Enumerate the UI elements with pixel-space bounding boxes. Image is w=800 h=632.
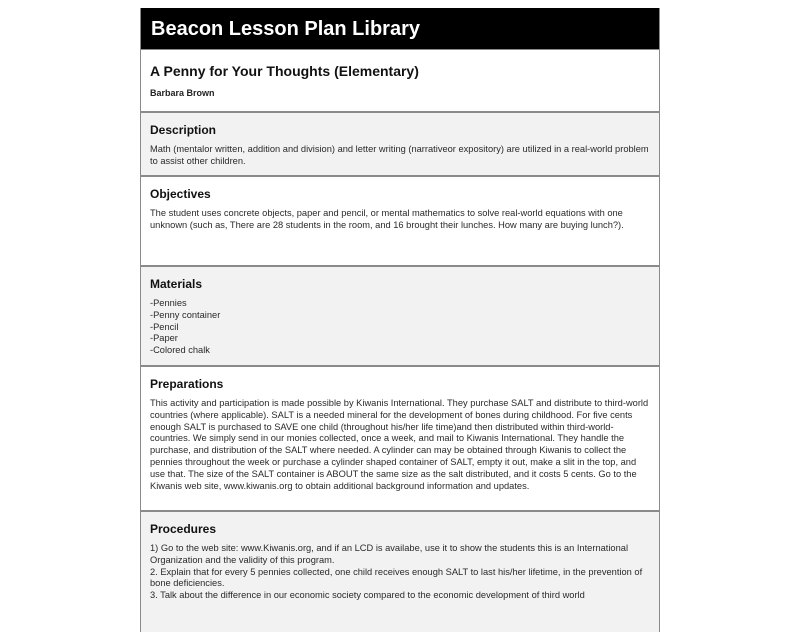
procedure-step: 3. Talk about the difference in our economic society compared to the economic development of third world <box>150 590 585 601</box>
lesson-title-block <box>141 50 659 113</box>
material-item: -Pennies <box>150 298 187 308</box>
site-title: Beacon Lesson Plan Library <box>151 18 420 40</box>
section-materials <box>141 267 659 367</box>
procedure-step: 2. Explain that for every 5 pennies collected, one child receives enough SALT to last his/her lifetime, in the prevention of bone deficiencies. <box>150 566 643 589</box>
materials-list <box>150 298 650 357</box>
section-procedures <box>141 512 659 632</box>
section-preparations <box>141 367 659 512</box>
preparations-heading: Preparations <box>150 377 224 391</box>
procedures-heading: Procedures <box>150 522 217 536</box>
lesson-author: Barbara Brown <box>150 88 215 98</box>
procedure-step: 1) Go to the web site: www.Kiwanis.org, and if an LCD is availabe, use it to show the students this is an International Organization and the validity of this program. <box>150 543 629 565</box>
material-item: -Paper <box>150 333 178 344</box>
section-description <box>141 113 659 177</box>
lesson-plan-page <box>140 8 660 632</box>
material-item: -Colored chalk <box>150 345 210 356</box>
objectives-heading: Objectives <box>150 187 211 201</box>
description-body: Math (mentalor written, addition and division) and letter writing (narrativeor expository) are utilized in a real-world problem to assist other children. <box>150 144 649 166</box>
material-item: -Penny container <box>150 309 221 320</box>
site-header <box>141 8 659 50</box>
objectives-body: The student uses concrete objects, paper and pencil, or mental mathematics to solve real-world equations with one unknown (such as, There are 28 students in the room, and 16 brought their lunches. How many are buying lunch?). <box>150 208 624 230</box>
materials-heading: Materials <box>150 277 203 291</box>
lesson-title: A Penny for Your Thoughts (Elementary) <box>150 63 419 79</box>
description-heading: Description <box>150 123 217 137</box>
preparations-body: This activity and participation is made possible by Kiwanis International. They purchase SALT and distribute to third-world countries (where applicable). SALT is a needed mineral for the development of bones during childhood. For five cents enough SALT is purchased to SAVE one child (throughout his/her life time)and then distributed within third-world-countries. We simply send in our monies collected, once a week, and mail to Kiwanis International. They handle the purchase, and distribution of the SALT where needed. A cylinder can may be obtained through Kiwanis to collect the pennies throughout the week or purchase a cylinder shaped container of SALT, empty it out, make a slit in the top, and use that. The size of the SALT container is ABOUT the same size as the salt distributed, and it costs 5 cents. Go to the Kiwanis web site, www.kiwanis.org to obtain additional background information and updates. <box>150 398 649 491</box>
section-objectives <box>141 177 659 267</box>
material-item: -Pencil <box>150 321 179 332</box>
